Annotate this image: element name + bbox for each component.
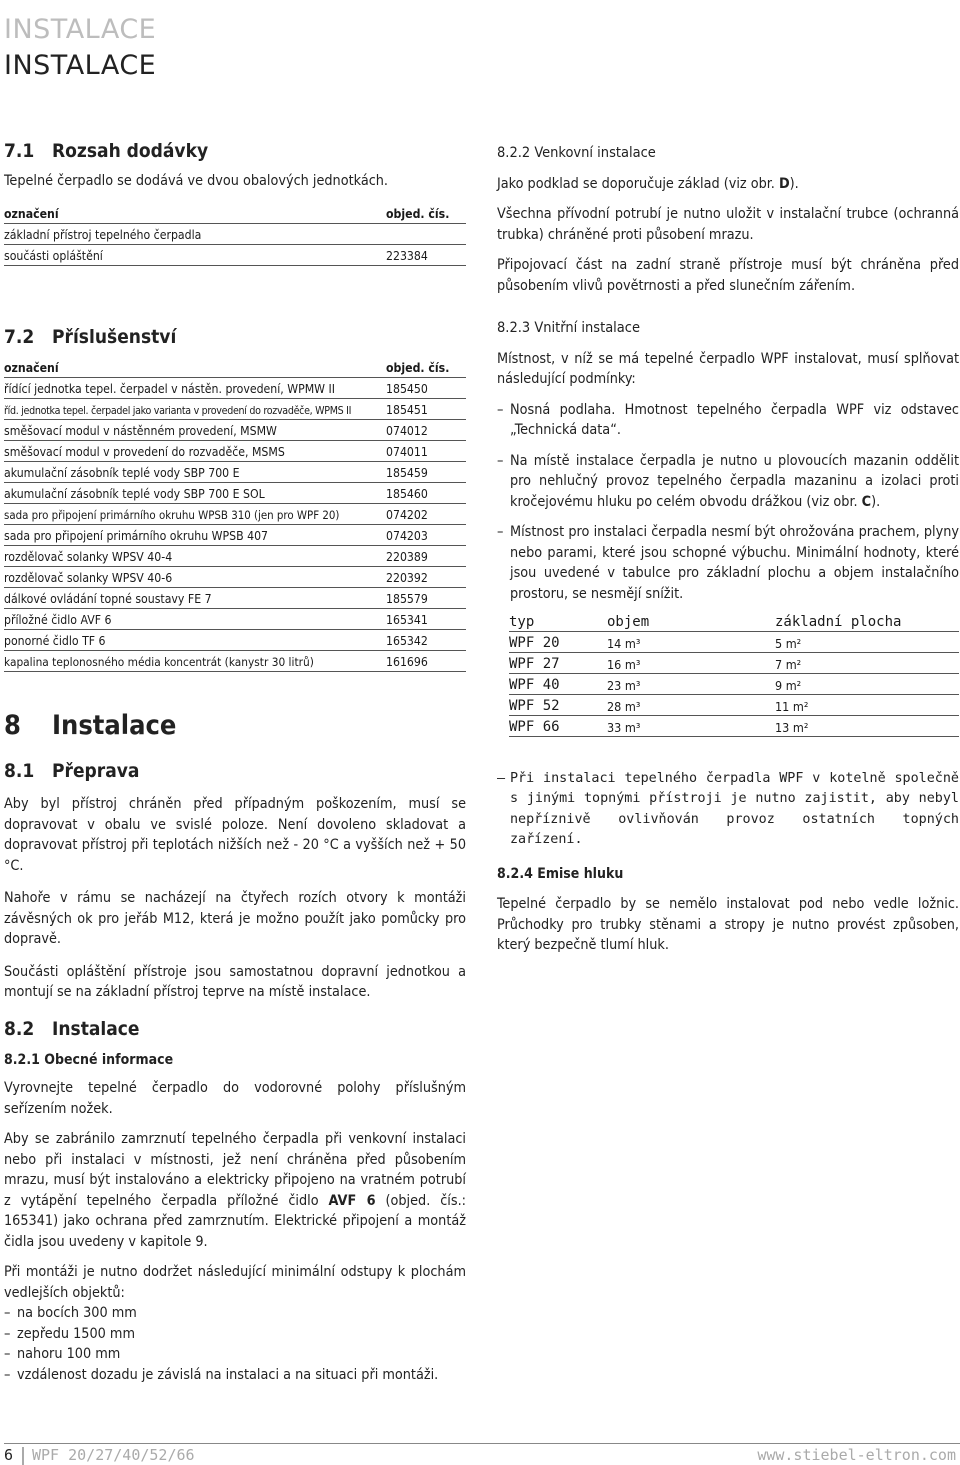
table-row: říd. jednotka tepel. čerpadel jako varianta v provedení do rozvaděče, WPMS II 185451	[4, 398, 466, 419]
paragraph: Aby se zabránilo zamrznutí tepelného čerpadla při venkovní instalaci nebo při instalaci v místnosti, jež není chráněna před působením mrazu, musí být instalováno a elektricky připojeno na vratném potrubí z vytápění tepelného čerpadla příložné čidlo AVF 6 (objed. čís.: 165341) jako ochrana před zamrznutím. Elektrické připojení a montáž čidla jsou uvedeny v kapitole 9.	[4, 1131, 467, 1250]
section-heading: 7.1 Rozsah dodávky	[4, 140, 209, 162]
paragraph: Všechna přívodní potrubí je nutno uložit v instalační trubce (ochranná trubka) chráněné proti působení mrazu.	[497, 206, 959, 243]
table-header-row: typ objem základní plocha	[509, 610, 959, 631]
table-row: ponorné čidlo TF 6 165342	[4, 629, 466, 650]
paragraph: Součásti opláštění přístroje jsou samostatnou dopravní jednotkou a montují se na základní přístroj teprve na místě instalace.	[4, 963, 466, 1000]
table-row: kapalina teplonosného média koncentrát (kanystr 30 litrů) 161696	[4, 650, 466, 671]
table-row: rozdělovač solanky WPSV 40-4 220389	[4, 545, 466, 566]
delivery-table	[4, 203, 466, 267]
table-row: akumulační zásobník teplé vody SBP 700 E 185459	[4, 461, 466, 482]
section-8-2	[4, 1018, 466, 1385]
distance-list	[4, 1303, 466, 1385]
footer-divider	[22, 1447, 24, 1465]
section-8-2-3	[497, 318, 959, 851]
table-row: akumulační zásobník teplé vody SBP 700 E SOL 185460	[4, 482, 466, 503]
table-row: WPF 27 16 m³ 7 m²	[509, 652, 959, 673]
table-row: sada pro připojení primárního okruhu WPSB 407 074203	[4, 524, 466, 545]
subsection-heading: 8.2.2 Venkovní instalace	[497, 145, 656, 161]
table-row: směšovací modul v nástěnném provedení, MSMW 074012	[4, 419, 466, 440]
list-item: – zepředu 1500 mm	[4, 1324, 466, 1345]
chapter-header: INSTALACE	[4, 50, 157, 81]
paragraph: Nahoře v rámu se nacházejí na čtyřech rozích otvory k montáži závěsných ok pro jeřáb M12, která je možno použít jako pomůcky pro dopravě.	[4, 890, 466, 947]
list-item: – Na místě instalace čerpadla je nutno u plovoucích mazanin oddělit pro nehlučný provoz tepelného čerpadla mazaninu a izolaci proti kročejovému hluku po celém obvodu drážkou (viz obr. C).	[497, 451, 959, 513]
table-header-row: označení objed. čís.	[4, 203, 466, 224]
list-item: – Místnost pro instalaci čerpadla nesmí být ohrožována prachem, plyny nebo parami, které jsou schopné výbuchu. Minimální hodnoty, které jsou uvedené v tabulce pro základní plochu a objem instalačního prostoru, se nesmějí snížit.	[497, 522, 959, 604]
list-item: – Nosná podlaha. Hmotnost tepelného čerpadla WPF viz odstavec „Technická data“.	[497, 400, 959, 441]
table-row: směšovací modul v provedení do rozvaděče, MSMS 074011	[4, 440, 466, 461]
section-7-1	[4, 140, 466, 266]
paragraph: Tepelné čerpadlo by se nemělo instalovat pod nebo vedle ložnic. Průchodky pro trubky stěnami a stropy je nutno provést způsoben, který bezpečně tlumí hluk.	[497, 896, 959, 953]
table-row: WPF 20 14 m³ 5 m²	[509, 631, 959, 652]
table-row: řídící jednotka tepel. čerpadel v nástěn. provedení, WPMW II 185450	[4, 377, 466, 398]
paragraph: Místnost, v níž se má tepelné čerpadlo WPF instalovat, musí splňovat následující podmínky:	[497, 350, 959, 387]
list-item: – na bocích 300 mm	[4, 1303, 466, 1324]
accessories-table	[4, 356, 466, 672]
paragraph: Aby byl přístroj chráněn před případným poškozením, musí se dopravovat v obalu ve svislé poloze. Není dovoleno skladovat a dopravovat přístroj při teplotách nižších než - 20 °C a vyšších než + 50 °C.	[4, 796, 466, 874]
subsection-heading: 8.2.4 Emise hluku	[497, 866, 624, 882]
table-row: základní přístroj tepelného čerpadla	[4, 224, 466, 245]
section-8-2-2	[497, 143, 959, 296]
section-heading: 8.1 Přeprava	[4, 760, 140, 782]
section-8-1	[4, 760, 466, 1003]
subsection-heading: 8.2.3 Vnitřní instalace	[497, 320, 641, 336]
section-7-2	[4, 326, 466, 672]
section-heading: 7.2 Příslušenství	[4, 326, 177, 348]
section-8-2-4	[497, 866, 959, 956]
paragraph: Připojovací část na zadní straně přístroje musí být chráněna před působením vlivů povětrnosti a před slunečním zářením.	[497, 257, 959, 294]
model-name: WPF 20/27/40/52/66	[32, 1446, 195, 1464]
paragraph: Jako podklad se doporučuje základ (viz obr. D).	[497, 175, 799, 192]
chapter-8-heading: 8 Instalace	[4, 710, 177, 741]
list-item: – nahoru 100 mm	[4, 1344, 466, 1365]
section-heading: 8.2 Instalace	[4, 1018, 140, 1040]
table-row: součásti opláštění 223384	[4, 245, 466, 266]
room-requirements-table	[509, 610, 959, 737]
conditions-list	[497, 400, 959, 605]
table-row: sada pro připojení primárního okruhu WPSB 310 (jen pro WPF 20) 074202	[4, 503, 466, 524]
page-number: 6	[4, 1446, 14, 1464]
table-row: příložné čidlo AVF 6 165341	[4, 608, 466, 629]
table-row: WPF 52 28 m³ 11 m²	[509, 694, 959, 715]
list-item: – Při instalaci tepelného čerpadla WPF v kotelně společně s jinými topnými přístroji je nutno zajistit, aby nebyl nepříznivě ovlivňován provoz ostatních topných zařízení.	[497, 769, 959, 851]
list-item: – vzdálenost dozadu je závislá na instalaci a na situaci při montáži.	[4, 1365, 466, 1386]
paragraph: Vyrovnejte tepelné čerpadlo do vodorovné polohy příslušným seřízením nožek.	[4, 1080, 466, 1117]
table-row: WPF 40 23 m³ 9 m²	[509, 673, 959, 694]
table-row: WPF 66 33 m³ 13 m²	[509, 715, 959, 736]
chapter-header-gray: INSTALACE	[4, 14, 157, 45]
paragraph: Tepelné čerpadlo se dodává ve dvou obalových jednotkách.	[4, 173, 389, 189]
subsection-heading: 8.2.1 Obecné informace	[4, 1052, 174, 1068]
table-row: rozdělovač solanky WPSV 40-6 220392	[4, 566, 466, 587]
website-url: www.stiebel-eltron.com	[757, 1446, 956, 1464]
table-row: dálkové ovládání topné soustavy FE 7 185579	[4, 587, 466, 608]
table-header-row: označení objed. čís.	[4, 356, 466, 377]
paragraph: Při montáži je nutno dodržet následující minimální odstupy k plochám vedlejších objektů:	[4, 1264, 466, 1301]
page-footer	[4, 1443, 960, 1465]
conditions-list-2	[497, 769, 959, 851]
